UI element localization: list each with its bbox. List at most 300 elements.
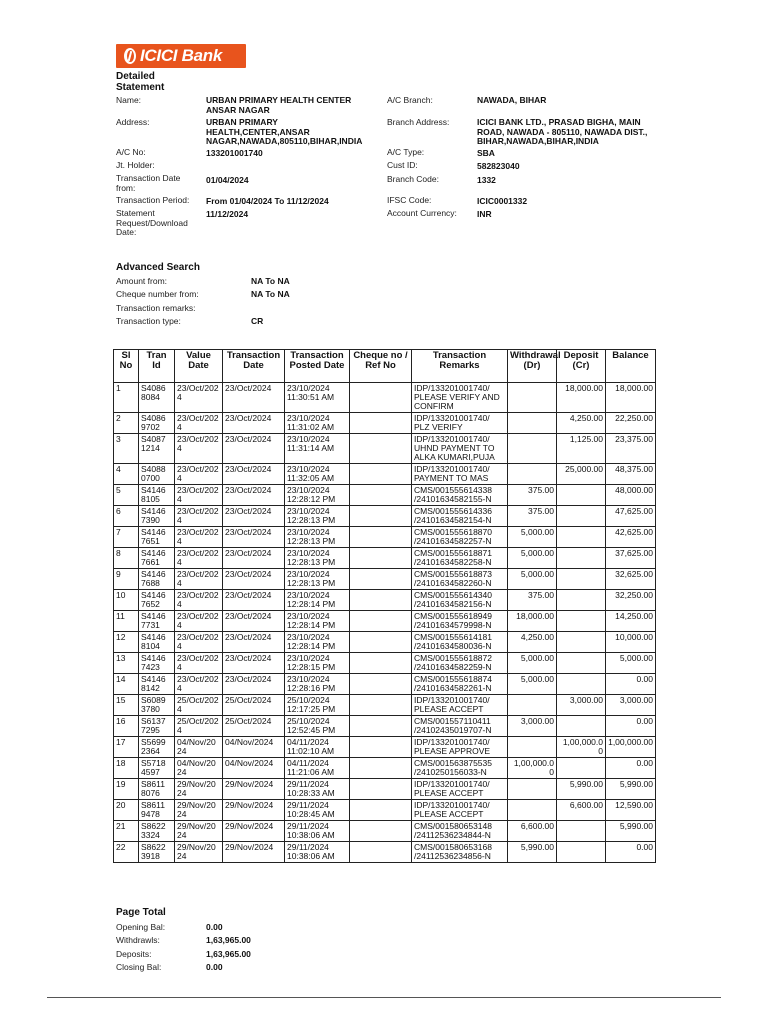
amount-range: NA To NA: [251, 276, 290, 286]
cell-tran-id: S8611 9478: [139, 800, 175, 821]
cell-transaction-date: 23/Oct/2024: [223, 464, 285, 485]
deposits-label: Deposits:: [116, 949, 152, 959]
cell-remarks: IDP/133201001740/ PAYMENT TO MAS: [412, 464, 508, 485]
cell-sl-no: 9: [114, 569, 139, 590]
cell-tran-id: S4086 9702: [139, 413, 175, 434]
cell-withdrawal: 375.00: [508, 506, 557, 527]
cell-posted-date: 29/11/2024 10:38:06 AM: [285, 821, 350, 842]
cell-balance: 14,250.00: [606, 611, 656, 632]
cell-posted-date: 23/10/2024 12:28:14 PM: [285, 632, 350, 653]
cell-remarks: CMS/001555618872 /24101634582259-N: [412, 653, 508, 674]
cell-remarks: CMS/001563875535 /2410250156033-N: [412, 758, 508, 779]
cell-value-date: 29/Nov/2024: [175, 842, 223, 863]
txfrom-label: Transaction Date from:: [116, 173, 181, 193]
cell-posted-date: 29/11/2024 10:38:06 AM: [285, 842, 350, 863]
table-row: [114, 464, 656, 485]
cell-posted-date: 23/10/2024 12:28:15 PM: [285, 653, 350, 674]
cell-balance: 37,625.00: [606, 548, 656, 569]
request-date: 11/12/2024: [206, 209, 249, 219]
ifsc-code: ICIC0001332: [477, 196, 528, 206]
cell-transaction-date: 23/Oct/2024: [223, 632, 285, 653]
cell-deposit: 1,125.00: [557, 434, 606, 464]
cell-tran-id: S4146 7688: [139, 569, 175, 590]
cell-value-date: 23/Oct/2024: [175, 485, 223, 506]
cell-tran-id: S6089 3780: [139, 695, 175, 716]
branch-address: ICICI BANK LTD., PRASAD BIGHA, MAIN ROAD, NAWADA - 805110, NAWADA DIST., BIHAR,NAWADA,BIHAR,INDIA: [477, 117, 648, 146]
cell-posted-date: 04/11/2024 11:21:06 AM: [285, 758, 350, 779]
cell-remarks: CMS/001555614181 /24101634580036-N: [412, 632, 508, 653]
cell-cheque-ref: [350, 632, 412, 653]
cell-balance: 5,990.00: [606, 779, 656, 800]
table-row: [114, 674, 656, 695]
table-row: [114, 758, 656, 779]
cell-balance: 22,250.00: [606, 413, 656, 434]
cell-balance: 18,000.00: [606, 383, 656, 413]
cell-cheque-ref: [350, 413, 412, 434]
cell-withdrawal: [508, 413, 557, 434]
cell-transaction-date: 25/Oct/2024: [223, 695, 285, 716]
cell-balance: 0.00: [606, 758, 656, 779]
cell-cheque-ref: [350, 485, 412, 506]
col-withdrawal: Withdrawal (Dr): [508, 350, 557, 383]
cell-balance: 32,625.00: [606, 569, 656, 590]
cell-posted-date: 23/10/2024 12:28:12 PM: [285, 485, 350, 506]
cell-transaction-date: 04/Nov/2024: [223, 737, 285, 758]
cell-withdrawal: 375.00: [508, 485, 557, 506]
cell-sl-no: 14: [114, 674, 139, 695]
table-row: [114, 779, 656, 800]
cell-tran-id: S4146 7651: [139, 527, 175, 548]
cell-withdrawal: 18,000.00: [508, 611, 557, 632]
cell-cheque-ref: [350, 695, 412, 716]
cell-tran-id: S8622 3918: [139, 842, 175, 863]
table-row: [114, 590, 656, 611]
cheque-range: NA To NA: [251, 289, 290, 299]
cell-remarks: CMS/001555614340 /24101634582156-N: [412, 590, 508, 611]
cell-tran-id: S4086 8084: [139, 383, 175, 413]
cell-balance: 0.00: [606, 674, 656, 695]
cell-posted-date: 23/10/2024 11:30:51 AM: [285, 383, 350, 413]
cell-withdrawal: 5,000.00: [508, 548, 557, 569]
cell-transaction-date: 23/Oct/2024: [223, 383, 285, 413]
cell-sl-no: 12: [114, 632, 139, 653]
cell-deposit: 1,00,000.00: [557, 737, 606, 758]
cell-value-date: 29/Nov/2024: [175, 779, 223, 800]
cell-tran-id: S4146 8142: [139, 674, 175, 695]
cell-value-date: 04/Nov/2024: [175, 737, 223, 758]
cell-value-date: 23/Oct/2024: [175, 611, 223, 632]
cell-deposit: 25,000.00: [557, 464, 606, 485]
address-label: Address:: [116, 117, 150, 127]
cell-balance: 3,000.00: [606, 695, 656, 716]
account-type: SBA: [477, 148, 495, 158]
account-currency: INR: [477, 209, 492, 219]
closing-balance: 0.00: [206, 962, 223, 972]
cell-tran-id: S8622 3324: [139, 821, 175, 842]
cell-deposit: [557, 611, 606, 632]
table-row: [114, 569, 656, 590]
cell-deposit: [557, 758, 606, 779]
cell-withdrawal: 375.00: [508, 590, 557, 611]
cell-balance: 5,000.00: [606, 653, 656, 674]
table-row: [114, 842, 656, 863]
actype-label: A/C Type:: [387, 147, 425, 157]
cell-withdrawal: [508, 779, 557, 800]
cell-value-date: 04/Nov/2024: [175, 758, 223, 779]
cell-cheque-ref: [350, 527, 412, 548]
cell-deposit: [557, 716, 606, 737]
cell-withdrawal: 6,600.00: [508, 821, 557, 842]
cell-transaction-date: 23/Oct/2024: [223, 413, 285, 434]
cell-balance: 32,250.00: [606, 590, 656, 611]
cell-posted-date: 29/11/2024 10:28:45 AM: [285, 800, 350, 821]
cell-remarks: CMS/001555618874 /24101634582261-N: [412, 674, 508, 695]
cell-value-date: 25/Oct/2024: [175, 695, 223, 716]
table-row: [114, 485, 656, 506]
cell-tran-id: S6137 7295: [139, 716, 175, 737]
cell-sl-no: 5: [114, 485, 139, 506]
cell-tran-id: S4087 1214: [139, 434, 175, 464]
cell-cheque-ref: [350, 548, 412, 569]
table-row: [114, 611, 656, 632]
ifsc-label: IFSC Code:: [387, 195, 432, 205]
cell-deposit: 6,600.00: [557, 800, 606, 821]
cell-posted-date: 23/10/2024 12:28:16 PM: [285, 674, 350, 695]
table-row: [114, 413, 656, 434]
cell-withdrawal: 4,250.00: [508, 632, 557, 653]
cell-transaction-date: 23/Oct/2024: [223, 674, 285, 695]
cell-cheque-ref: [350, 800, 412, 821]
footer-divider: [47, 997, 721, 998]
page-total-title: Page Total: [116, 907, 166, 918]
cell-sl-no: 7: [114, 527, 139, 548]
cell-remarks: IDP/133201001740/ PLZ VERIFY: [412, 413, 508, 434]
cell-remarks: CMS/001555618870 /24101634582257-N: [412, 527, 508, 548]
cell-posted-date: 04/11/2024 11:02:10 AM: [285, 737, 350, 758]
cell-tran-id: S4146 8104: [139, 632, 175, 653]
cell-posted-date: 23/10/2024 11:31:02 AM: [285, 413, 350, 434]
cell-deposit: 5,990.00: [557, 779, 606, 800]
cell-cheque-ref: [350, 464, 412, 485]
cell-value-date: 23/Oct/2024: [175, 569, 223, 590]
account-number: 133201001740: [206, 148, 263, 158]
cell-sl-no: 17: [114, 737, 139, 758]
cell-sl-no: 13: [114, 653, 139, 674]
cell-withdrawal: [508, 383, 557, 413]
col-transaction-date: Transaction Date: [223, 350, 285, 383]
cell-balance: 0.00: [606, 716, 656, 737]
cell-sl-no: 11: [114, 611, 139, 632]
cell-deposit: [557, 506, 606, 527]
cell-tran-id: S4088 0700: [139, 464, 175, 485]
cell-transaction-date: 23/Oct/2024: [223, 485, 285, 506]
branch-code: 1332: [477, 175, 496, 185]
cell-value-date: 23/Oct/2024: [175, 653, 223, 674]
table-row: [114, 800, 656, 821]
cell-transaction-date: 29/Nov/2024: [223, 779, 285, 800]
cell-deposit: 4,250.00: [557, 413, 606, 434]
cell-transaction-date: 23/Oct/2024: [223, 527, 285, 548]
col-tran-id: Tran Id: [139, 350, 175, 383]
period-label: Transaction Period:: [116, 195, 190, 205]
cell-posted-date: 23/10/2024 11:31:14 AM: [285, 434, 350, 464]
col-balance: Balance: [606, 350, 656, 383]
cell-deposit: [557, 653, 606, 674]
cell-remarks: CMS/001555618871 /24101634582258-N: [412, 548, 508, 569]
table-row: [114, 695, 656, 716]
cell-value-date: 23/Oct/2024: [175, 527, 223, 548]
cell-withdrawal: 5,000.00: [508, 569, 557, 590]
cell-deposit: [557, 632, 606, 653]
cell-balance: 5,990.00: [606, 821, 656, 842]
transaction-period: From 01/04/2024 To 11/12/2024: [206, 196, 329, 206]
cell-posted-date: 23/10/2024 12:28:13 PM: [285, 569, 350, 590]
cell-value-date: 23/Oct/2024: [175, 590, 223, 611]
cell-transaction-date: 04/Nov/2024: [223, 758, 285, 779]
cell-cheque-ref: [350, 506, 412, 527]
cell-sl-no: 16: [114, 716, 139, 737]
cell-balance: 48,375.00: [606, 464, 656, 485]
cell-withdrawal: 1,00,000.00: [508, 758, 557, 779]
cell-remarks: CMS/001580653148 /24112536234844-N: [412, 821, 508, 842]
cell-remarks: CMS/001555618873 /24101634582260-N: [412, 569, 508, 590]
cell-value-date: 23/Oct/2024: [175, 434, 223, 464]
cell-deposit: 3,000.00: [557, 695, 606, 716]
cell-sl-no: 6: [114, 506, 139, 527]
cell-deposit: 18,000.00: [557, 383, 606, 413]
table-row: [114, 716, 656, 737]
cell-tran-id: S5699 2364: [139, 737, 175, 758]
cell-transaction-date: 23/Oct/2024: [223, 653, 285, 674]
table-row: [114, 821, 656, 842]
cell-value-date: 23/Oct/2024: [175, 464, 223, 485]
cell-remarks: IDP/133201001740/ PLEASE VERIFY AND CONFIRM: [412, 383, 508, 413]
cell-value-date: 23/Oct/2024: [175, 674, 223, 695]
cell-value-date: 25/Oct/2024: [175, 716, 223, 737]
cell-withdrawal: 5,000.00: [508, 653, 557, 674]
opening-label: Opening Bal:: [116, 922, 166, 932]
cell-posted-date: 25/10/2024 12:17:25 PM: [285, 695, 350, 716]
cell-posted-date: 29/11/2024 10:28:33 AM: [285, 779, 350, 800]
table-row: [114, 548, 656, 569]
table-row: [114, 632, 656, 653]
col-sl-no: Sl No: [114, 350, 139, 383]
cell-transaction-date: 25/Oct/2024: [223, 716, 285, 737]
closing-label: Closing Bal:: [116, 962, 162, 972]
transaction-date-from: 01/04/2024: [206, 175, 249, 185]
cell-deposit: [557, 527, 606, 548]
cell-cheque-ref: [350, 611, 412, 632]
icici-emblem-icon: [122, 47, 138, 65]
cell-transaction-date: 29/Nov/2024: [223, 800, 285, 821]
cell-posted-date: 23/10/2024 11:32:05 AM: [285, 464, 350, 485]
name-label: Name:: [116, 95, 142, 105]
amount-label: Amount from:: [116, 276, 168, 286]
remarks-label: Transaction remarks:: [116, 303, 196, 313]
cell-withdrawal: [508, 800, 557, 821]
cell-sl-no: 15: [114, 695, 139, 716]
cell-value-date: 29/Nov/2024: [175, 821, 223, 842]
table-row: [114, 653, 656, 674]
account-address: URBAN PRIMARY HEALTH,CENTER,ANSAR NAGAR,NAWADA,805110,BIHAR,INDIA: [206, 117, 363, 146]
cell-remarks: CMS/001580653168 /24112536234856-N: [412, 842, 508, 863]
cell-transaction-date: 29/Nov/2024: [223, 842, 285, 863]
cell-posted-date: 23/10/2024 12:28:13 PM: [285, 548, 350, 569]
branch-label: A/C Branch:: [387, 95, 433, 105]
cell-deposit: [557, 590, 606, 611]
cell-withdrawal: [508, 695, 557, 716]
cell-withdrawal: [508, 737, 557, 758]
cell-cheque-ref: [350, 821, 412, 842]
cell-sl-no: 3: [114, 434, 139, 464]
col-remarks: Transaction Remarks: [412, 350, 508, 383]
cell-deposit: [557, 548, 606, 569]
cell-tran-id: S4146 8105: [139, 485, 175, 506]
cell-sl-no: 4: [114, 464, 139, 485]
cell-remarks: CMS/001557110411 /24102435019707-N: [412, 716, 508, 737]
cell-balance: 23,375.00: [606, 434, 656, 464]
cell-sl-no: 1: [114, 383, 139, 413]
cell-remarks: CMS/001555614336 /24101634582154-N: [412, 506, 508, 527]
withdrawls-label: Withdrawls:: [116, 935, 160, 945]
type-label: Transaction type:: [116, 316, 181, 326]
cell-cheque-ref: [350, 779, 412, 800]
cell-remarks: IDP/133201001740/ UHND PAYMENT TO ALKA KUMARI,PUJA: [412, 434, 508, 464]
cell-cheque-ref: [350, 590, 412, 611]
cell-tran-id: S4146 7390: [139, 506, 175, 527]
cell-cheque-ref: [350, 716, 412, 737]
cell-transaction-date: 23/Oct/2024: [223, 590, 285, 611]
cell-balance: 12,590.00: [606, 800, 656, 821]
cell-cheque-ref: [350, 569, 412, 590]
cell-value-date: 29/Nov/2024: [175, 800, 223, 821]
cell-posted-date: 25/10/2024 12:52:45 PM: [285, 716, 350, 737]
cell-transaction-date: 29/Nov/2024: [223, 821, 285, 842]
cell-transaction-date: 23/Oct/2024: [223, 569, 285, 590]
cell-tran-id: S4146 7423: [139, 653, 175, 674]
cell-sl-no: 22: [114, 842, 139, 863]
acno-label: A/C No:: [116, 147, 146, 157]
cell-transaction-date: 23/Oct/2024: [223, 506, 285, 527]
cell-deposit: [557, 674, 606, 695]
cell-remarks: CMS/001555614338 /24101634582155-N: [412, 485, 508, 506]
cell-balance: 48,000.00: [606, 485, 656, 506]
cell-balance: 42,625.00: [606, 527, 656, 548]
branch-code-label: Branch Code:: [387, 174, 439, 184]
cell-balance: 1,00,000.00: [606, 737, 656, 758]
account-branch: NAWADA, BIHAR: [477, 95, 547, 105]
cell-remarks: IDP/133201001740/ PLEASE ACCEPT: [412, 779, 508, 800]
cell-value-date: 23/Oct/2024: [175, 548, 223, 569]
page-title: Detailed Statement: [116, 71, 165, 93]
cell-tran-id: S4146 7652: [139, 590, 175, 611]
cell-deposit: [557, 842, 606, 863]
opening-balance: 0.00: [206, 922, 223, 932]
cell-posted-date: 23/10/2024 12:28:14 PM: [285, 590, 350, 611]
cell-deposit: [557, 485, 606, 506]
cell-posted-date: 23/10/2024 12:28:13 PM: [285, 506, 350, 527]
cell-tran-id: S8611 8076: [139, 779, 175, 800]
cell-cheque-ref: [350, 674, 412, 695]
cell-cheque-ref: [350, 653, 412, 674]
cell-withdrawal: 3,000.00: [508, 716, 557, 737]
transactions-table: [113, 349, 656, 863]
cell-transaction-date: 23/Oct/2024: [223, 434, 285, 464]
cell-sl-no: 20: [114, 800, 139, 821]
account-name: URBAN PRIMARY HEALTH CENTER ANSAR NAGAR: [206, 95, 352, 115]
cell-withdrawal: 5,000.00: [508, 527, 557, 548]
table-row: [114, 434, 656, 464]
branch-address-label: Branch Address:: [387, 117, 450, 127]
cell-withdrawal: [508, 464, 557, 485]
col-deposit: Deposit (Cr): [557, 350, 606, 383]
cell-cheque-ref: [350, 842, 412, 863]
custid-label: Cust ID:: [387, 160, 418, 170]
cell-value-date: 23/Oct/2024: [175, 506, 223, 527]
cell-tran-id: S5718 4597: [139, 758, 175, 779]
col-cheque-ref: Cheque no / Ref No: [350, 350, 412, 383]
cell-remarks: IDP/133201001740/ PLEASE ACCEPT: [412, 800, 508, 821]
cell-withdrawal: 5,000.00: [508, 674, 557, 695]
col-value-date: Value Date: [175, 350, 223, 383]
cell-tran-id: S4146 7661: [139, 548, 175, 569]
table-row: [114, 737, 656, 758]
cell-sl-no: 2: [114, 413, 139, 434]
currency-label: Account Currency:: [387, 208, 457, 218]
cell-posted-date: 23/10/2024 12:28:14 PM: [285, 611, 350, 632]
cell-sl-no: 8: [114, 548, 139, 569]
table-row: [114, 383, 656, 413]
cell-withdrawal: [508, 434, 557, 464]
cell-balance: 47,625.00: [606, 506, 656, 527]
col-posted-date: Transaction Posted Date: [285, 350, 350, 383]
cell-balance: 10,000.00: [606, 632, 656, 653]
cell-cheque-ref: [350, 737, 412, 758]
cell-transaction-date: 23/Oct/2024: [223, 548, 285, 569]
transaction-type: CR: [251, 316, 264, 326]
cell-tran-id: S4146 7731: [139, 611, 175, 632]
cell-cheque-ref: [350, 434, 412, 464]
icici-bank-logo: [116, 44, 246, 68]
cell-deposit: [557, 821, 606, 842]
cell-value-date: 23/Oct/2024: [175, 632, 223, 653]
cell-remarks: IDP/133201001740/ PLEASE ACCEPT: [412, 695, 508, 716]
cell-deposit: [557, 569, 606, 590]
cell-transaction-date: 23/Oct/2024: [223, 611, 285, 632]
cheque-label: Cheque number from:: [116, 289, 199, 299]
cell-sl-no: 18: [114, 758, 139, 779]
cell-value-date: 23/Oct/2024: [175, 383, 223, 413]
cell-remarks: CMS/001555618949 /24101634579998-N: [412, 611, 508, 632]
cell-balance: 0.00: [606, 842, 656, 863]
cell-value-date: 23/Oct/2024: [175, 413, 223, 434]
cell-posted-date: 23/10/2024 12:28:13 PM: [285, 527, 350, 548]
table-row: [114, 527, 656, 548]
table-header-row: [114, 350, 656, 383]
request-date-label: Statement Request/Download Date:: [116, 208, 188, 237]
total-deposits: 1,63,965.00: [206, 949, 251, 959]
customer-id: 582823040: [477, 161, 520, 171]
cell-cheque-ref: [350, 758, 412, 779]
cell-withdrawal: 5,990.00: [508, 842, 557, 863]
cell-sl-no: 21: [114, 821, 139, 842]
total-withdrawls: 1,63,965.00: [206, 935, 251, 945]
advanced-search-title: Advanced Search: [116, 262, 200, 273]
cell-cheque-ref: [350, 383, 412, 413]
cell-remarks: IDP/133201001740/ PLEASE APPROVE: [412, 737, 508, 758]
brand-name: ICICI Bank: [140, 46, 223, 65]
table-row: [114, 506, 656, 527]
